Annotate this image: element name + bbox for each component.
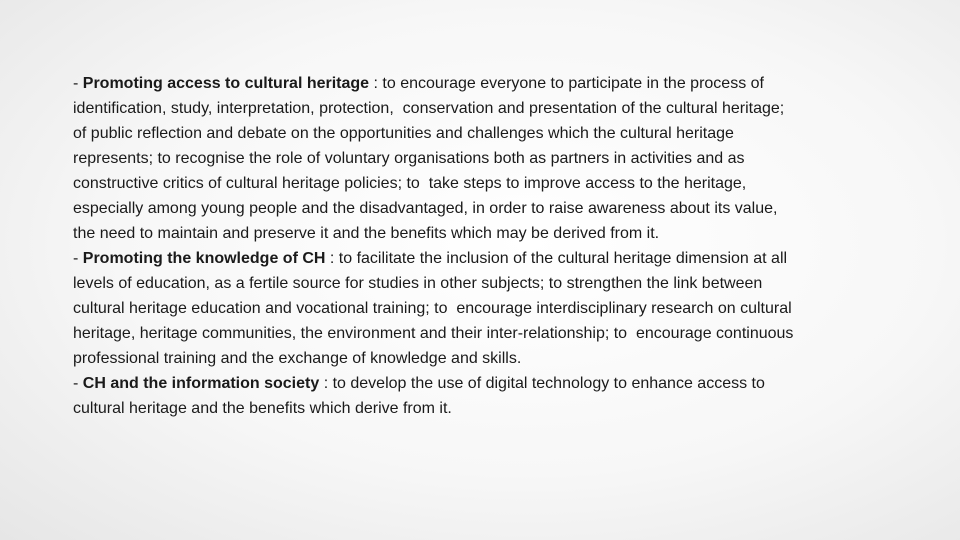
line-text: : to encourage everyone to participate in the process of (369, 75, 764, 92)
text-line (73, 371, 903, 396)
text-line (73, 71, 903, 96)
body-text (73, 71, 903, 421)
text-line (73, 271, 903, 296)
section-heading-knowledge: Promoting the knowledge of CH (82, 250, 326, 267)
text-line (73, 96, 903, 121)
line-text: identification, study, interpretation, protection, conservation and presentation of the cultural heritage; (73, 100, 785, 117)
line-text: represents; to recognise the role of voluntary organisations both as partners in activities and as (73, 150, 745, 167)
line-text: the need to maintain and preserve it and the benefits which may be derived from it. (73, 225, 660, 242)
text-line (73, 396, 903, 421)
line-text: professional training and the exchange of knowledge and skills. (73, 350, 522, 367)
line-text: especially among young people and the disadvantaged, in order to raise awareness about its value, (73, 200, 778, 217)
bullet-dash: - (73, 375, 83, 392)
section-heading-information-society: CH and the information society (82, 375, 320, 392)
text-line (73, 171, 903, 196)
section-heading-access: Promoting access to cultural heritage (82, 75, 370, 92)
line-text: constructive critics of cultural heritage policies; to take steps to improve access to the heritage, (73, 175, 747, 192)
line-text: cultural heritage education and vocational training; to encourage interdisciplinary research on cultural (73, 300, 792, 317)
text-line (73, 321, 903, 346)
line-text: : to facilitate the inclusion of the cultural heritage dimension at all (325, 250, 788, 267)
text-line (73, 221, 903, 246)
text-line (73, 296, 903, 321)
line-text: levels of education, as a fertile source for studies in other subjects; to strengthen the link between (73, 275, 763, 292)
line-text: heritage, heritage communities, the environment and their inter-relationship; to encourage continuous (73, 325, 794, 342)
line-text: cultural heritage and the benefits which derive from it. (73, 400, 452, 417)
text-line (73, 121, 903, 146)
text-line (73, 196, 903, 221)
bullet-dash: - (73, 75, 83, 92)
line-text: of public reflection and debate on the opportunities and challenges which the cultural heritage (73, 125, 734, 142)
bullet-dash: - (73, 250, 83, 267)
text-line (73, 346, 903, 371)
text-line (73, 146, 903, 171)
text-line (73, 246, 903, 271)
line-text: : to develop the use of digital technology to enhance access to (319, 375, 765, 392)
